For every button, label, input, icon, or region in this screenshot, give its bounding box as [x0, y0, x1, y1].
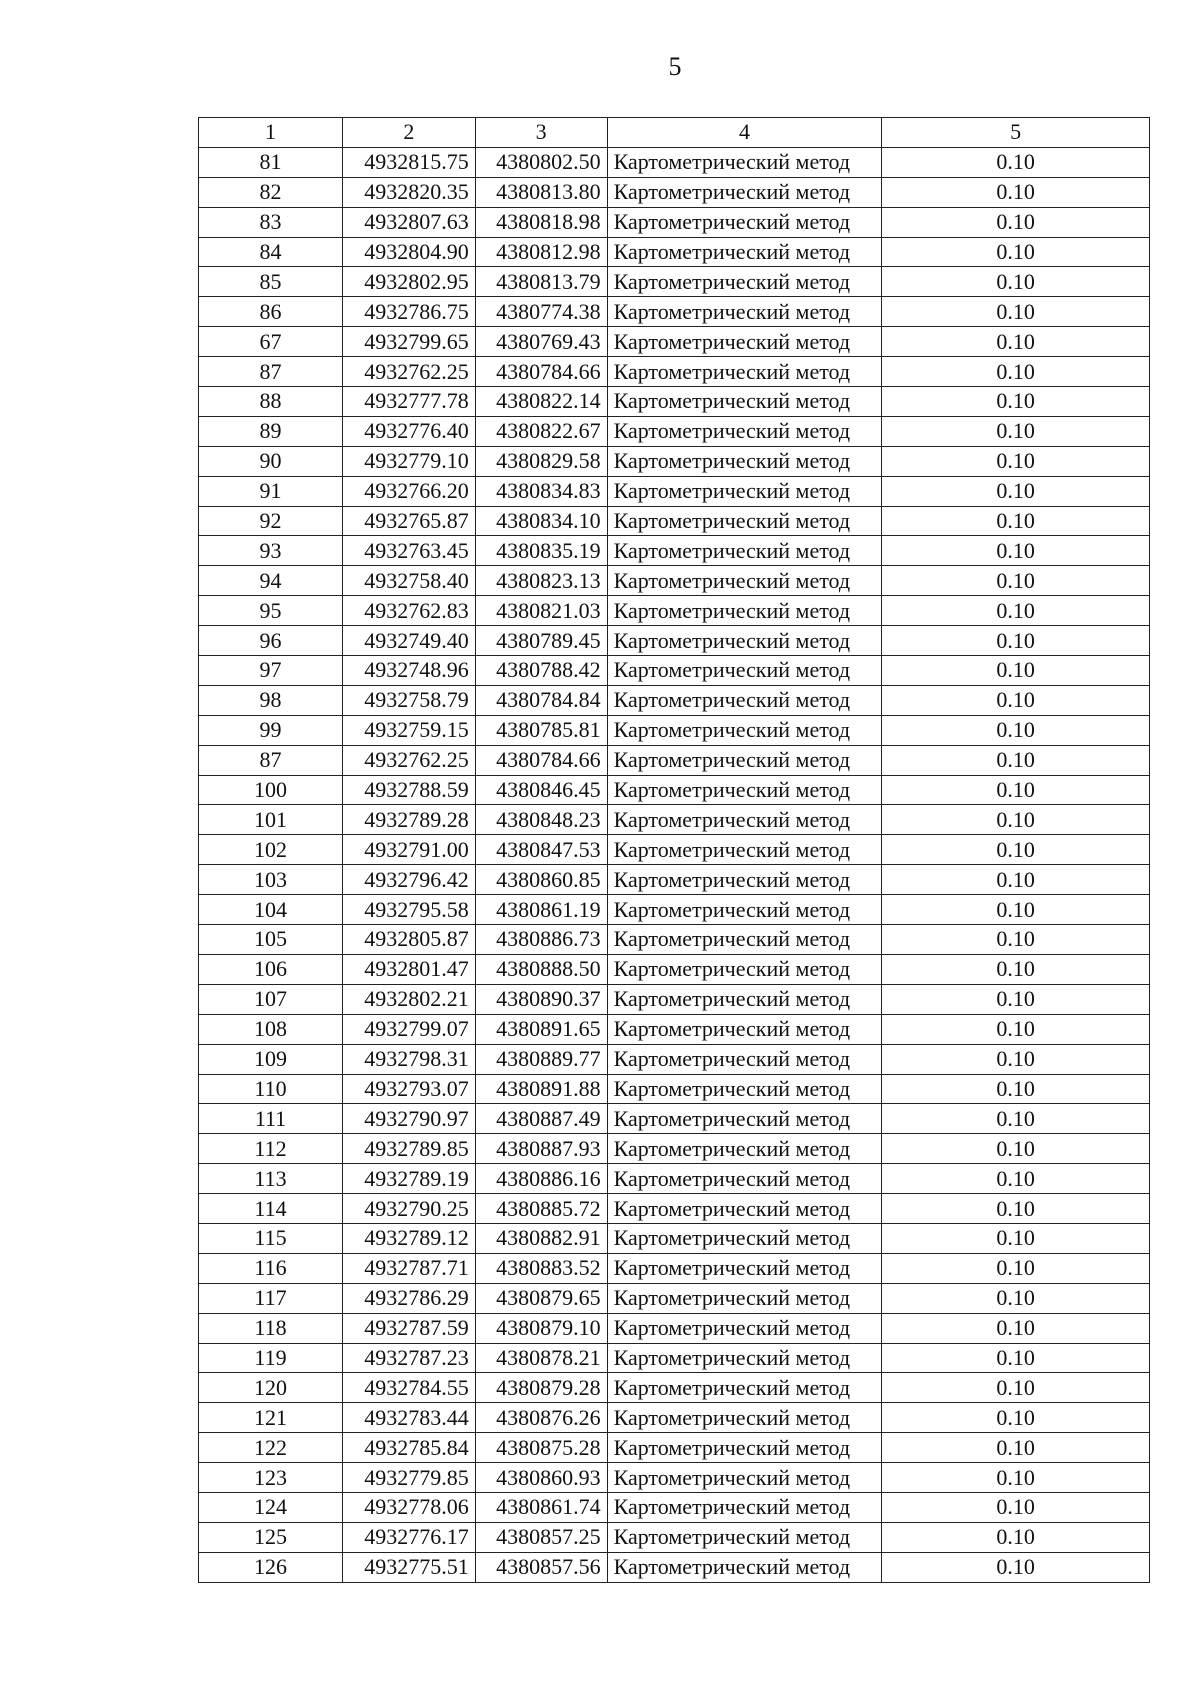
y-coordinate-cell: 4380823.13 — [475, 566, 607, 596]
x-coordinate-cell: 4932805.87 — [343, 925, 476, 955]
y-coordinate-cell: 4380878.21 — [475, 1343, 607, 1373]
point-number-cell: 121 — [199, 1403, 343, 1433]
point-number-cell: 92 — [199, 506, 343, 536]
point-number-cell: 85 — [199, 267, 343, 297]
y-coordinate-cell: 4380857.25 — [475, 1522, 607, 1552]
table-row — [199, 925, 1150, 955]
x-coordinate-cell: 4932787.59 — [343, 1313, 476, 1343]
precision-cell: 0.10 — [882, 297, 1150, 327]
method-cell: Картометрический метод — [607, 1283, 882, 1313]
y-coordinate-cell: 4380829.58 — [475, 446, 607, 476]
x-coordinate-cell: 4932787.71 — [343, 1253, 476, 1283]
method-cell: Картометрический метод — [607, 1044, 882, 1074]
x-coordinate-cell: 4932802.21 — [343, 984, 476, 1014]
method-cell: Картометрический метод — [607, 745, 882, 775]
x-coordinate-cell: 4932804.90 — [343, 237, 476, 267]
method-cell: Картометрический метод — [607, 416, 882, 446]
method-cell: Картометрический метод — [607, 476, 882, 506]
x-coordinate-cell: 4932784.55 — [343, 1373, 476, 1403]
method-cell: Картометрический метод — [607, 267, 882, 297]
method-cell: Картометрический метод — [607, 1104, 882, 1134]
table-row — [199, 446, 1150, 476]
method-cell: Картометрический метод — [607, 1492, 882, 1522]
precision-cell: 0.10 — [882, 1403, 1150, 1433]
precision-cell: 0.10 — [882, 1313, 1150, 1343]
table-row — [199, 1283, 1150, 1313]
x-coordinate-cell: 4932776.17 — [343, 1522, 476, 1552]
table-row — [199, 1433, 1150, 1463]
point-number-cell: 100 — [199, 775, 343, 805]
precision-cell: 0.10 — [882, 1492, 1150, 1522]
method-cell: Картометрический метод — [607, 925, 882, 955]
x-coordinate-cell: 4932778.06 — [343, 1492, 476, 1522]
table-row — [199, 805, 1150, 835]
x-coordinate-cell: 4932762.25 — [343, 745, 476, 775]
point-number-cell: 124 — [199, 1492, 343, 1522]
x-coordinate-cell: 4932820.35 — [343, 177, 476, 207]
precision-cell: 0.10 — [882, 596, 1150, 626]
y-coordinate-cell: 4380887.49 — [475, 1104, 607, 1134]
x-coordinate-cell: 4932793.07 — [343, 1074, 476, 1104]
y-coordinate-cell: 4380784.66 — [475, 357, 607, 387]
point-number-cell: 115 — [199, 1223, 343, 1253]
point-number-cell: 101 — [199, 805, 343, 835]
table-row — [199, 685, 1150, 715]
x-coordinate-cell: 4932789.19 — [343, 1164, 476, 1194]
table-row — [199, 596, 1150, 626]
method-cell: Картометрический метод — [607, 984, 882, 1014]
point-number-cell: 122 — [199, 1433, 343, 1463]
table-row — [199, 1164, 1150, 1194]
table-body — [199, 147, 1150, 1582]
point-number-cell: 87 — [199, 745, 343, 775]
precision-cell: 0.10 — [882, 1463, 1150, 1493]
y-coordinate-cell: 4380876.26 — [475, 1403, 607, 1433]
precision-cell: 0.10 — [882, 207, 1150, 237]
point-number-cell: 111 — [199, 1104, 343, 1134]
table-row — [199, 536, 1150, 566]
point-number-cell: 84 — [199, 237, 343, 267]
y-coordinate-cell: 4380886.73 — [475, 925, 607, 955]
x-coordinate-cell: 4932789.12 — [343, 1223, 476, 1253]
precision-cell: 0.10 — [882, 1074, 1150, 1104]
point-number-cell: 116 — [199, 1253, 343, 1283]
x-coordinate-cell: 4932776.40 — [343, 416, 476, 446]
point-number-cell: 112 — [199, 1134, 343, 1164]
precision-cell: 0.10 — [882, 1343, 1150, 1373]
point-number-cell: 90 — [199, 446, 343, 476]
table-row — [199, 1074, 1150, 1104]
y-coordinate-cell: 4380818.98 — [475, 207, 607, 237]
point-number-cell: 93 — [199, 536, 343, 566]
table-row — [199, 327, 1150, 357]
point-number-cell: 113 — [199, 1164, 343, 1194]
precision-cell: 0.10 — [882, 895, 1150, 925]
x-coordinate-cell: 4932807.63 — [343, 207, 476, 237]
precision-cell: 0.10 — [882, 1253, 1150, 1283]
method-cell: Картометрический метод — [607, 805, 882, 835]
method-cell: Картометрический метод — [607, 327, 882, 357]
point-number-cell: 94 — [199, 566, 343, 596]
y-coordinate-cell: 4380789.45 — [475, 626, 607, 656]
x-coordinate-cell: 4932790.25 — [343, 1194, 476, 1224]
table-row — [199, 357, 1150, 387]
table-row — [199, 1373, 1150, 1403]
y-coordinate-cell: 4380848.23 — [475, 805, 607, 835]
method-cell: Картометрический метод — [607, 566, 882, 596]
precision-cell: 0.10 — [882, 984, 1150, 1014]
precision-cell: 0.10 — [882, 536, 1150, 566]
x-coordinate-cell: 4932801.47 — [343, 954, 476, 984]
method-cell: Картометрический метод — [607, 1403, 882, 1433]
header-col-2: 2 — [343, 118, 476, 148]
table-row — [199, 566, 1150, 596]
precision-cell: 0.10 — [882, 1223, 1150, 1253]
y-coordinate-cell: 4380860.85 — [475, 865, 607, 895]
x-coordinate-cell: 4932799.07 — [343, 1014, 476, 1044]
precision-cell: 0.10 — [882, 1552, 1150, 1582]
precision-cell: 0.10 — [882, 656, 1150, 686]
table-row — [199, 1104, 1150, 1134]
y-coordinate-cell: 4380885.72 — [475, 1194, 607, 1224]
table-row — [199, 1522, 1150, 1552]
table-row — [199, 1492, 1150, 1522]
y-coordinate-cell: 4380887.93 — [475, 1134, 607, 1164]
method-cell: Картометрический метод — [607, 1223, 882, 1253]
table-row — [199, 1552, 1150, 1582]
y-coordinate-cell: 4380861.19 — [475, 895, 607, 925]
table-row — [199, 1463, 1150, 1493]
table-row — [199, 387, 1150, 417]
method-cell: Картометрический метод — [607, 446, 882, 476]
table-row — [199, 954, 1150, 984]
x-coordinate-cell: 4932791.00 — [343, 835, 476, 865]
x-coordinate-cell: 4932799.65 — [343, 327, 476, 357]
point-number-cell: 96 — [199, 626, 343, 656]
table-row — [199, 626, 1150, 656]
precision-cell: 0.10 — [882, 476, 1150, 506]
x-coordinate-cell: 4932777.78 — [343, 387, 476, 417]
precision-cell: 0.10 — [882, 1044, 1150, 1074]
y-coordinate-cell: 4380835.19 — [475, 536, 607, 566]
point-number-cell: 83 — [199, 207, 343, 237]
point-number-cell: 107 — [199, 984, 343, 1014]
method-cell: Картометрический метод — [607, 1433, 882, 1463]
method-cell: Картометрический метод — [607, 954, 882, 984]
x-coordinate-cell: 4932748.96 — [343, 656, 476, 686]
x-coordinate-cell: 4932766.20 — [343, 476, 476, 506]
x-coordinate-cell: 4932786.75 — [343, 297, 476, 327]
x-coordinate-cell: 4932758.40 — [343, 566, 476, 596]
method-cell: Картометрический метод — [607, 1014, 882, 1044]
y-coordinate-cell: 4380891.65 — [475, 1014, 607, 1044]
precision-cell: 0.10 — [882, 1194, 1150, 1224]
table-row — [199, 1343, 1150, 1373]
y-coordinate-cell: 4380774.38 — [475, 297, 607, 327]
header-col-5: 5 — [882, 118, 1150, 148]
point-number-cell: 88 — [199, 387, 343, 417]
y-coordinate-cell: 4380812.98 — [475, 237, 607, 267]
y-coordinate-cell: 4380886.16 — [475, 1164, 607, 1194]
method-cell: Картометрический метод — [607, 775, 882, 805]
header-col-4: 4 — [607, 118, 882, 148]
y-coordinate-cell: 4380821.03 — [475, 596, 607, 626]
method-cell: Картометрический метод — [607, 536, 882, 566]
precision-cell: 0.10 — [882, 1134, 1150, 1164]
y-coordinate-cell: 4380834.10 — [475, 506, 607, 536]
point-number-cell: 102 — [199, 835, 343, 865]
x-coordinate-cell: 4932758.79 — [343, 685, 476, 715]
precision-cell: 0.10 — [882, 715, 1150, 745]
precision-cell: 0.10 — [882, 387, 1150, 417]
table-row — [199, 984, 1150, 1014]
x-coordinate-cell: 4932788.59 — [343, 775, 476, 805]
x-coordinate-cell: 4932789.28 — [343, 805, 476, 835]
precision-cell: 0.10 — [882, 1164, 1150, 1194]
precision-cell: 0.10 — [882, 1014, 1150, 1044]
table-row — [199, 656, 1150, 686]
point-number-cell: 104 — [199, 895, 343, 925]
precision-cell: 0.10 — [882, 685, 1150, 715]
header-col-1: 1 — [199, 118, 343, 148]
table-row — [199, 1194, 1150, 1224]
y-coordinate-cell: 4380788.42 — [475, 656, 607, 686]
point-number-cell: 119 — [199, 1343, 343, 1373]
y-coordinate-cell: 4380882.91 — [475, 1223, 607, 1253]
page-number: 5 — [668, 52, 682, 81]
y-coordinate-cell: 4380802.50 — [475, 147, 607, 177]
y-coordinate-cell: 4380860.93 — [475, 1463, 607, 1493]
precision-cell: 0.10 — [882, 805, 1150, 835]
method-cell: Картометрический метод — [607, 1194, 882, 1224]
table-row — [199, 865, 1150, 895]
y-coordinate-cell: 4380857.56 — [475, 1552, 607, 1582]
y-coordinate-cell: 4380822.67 — [475, 416, 607, 446]
precision-cell: 0.10 — [882, 835, 1150, 865]
point-number-cell: 110 — [199, 1074, 343, 1104]
point-number-cell: 91 — [199, 476, 343, 506]
precision-cell: 0.10 — [882, 357, 1150, 387]
coordinates-table — [198, 117, 1150, 1583]
table-row — [199, 1313, 1150, 1343]
precision-cell: 0.10 — [882, 865, 1150, 895]
y-coordinate-cell: 4380784.84 — [475, 685, 607, 715]
table-row — [199, 895, 1150, 925]
x-coordinate-cell: 4932775.51 — [343, 1552, 476, 1582]
x-coordinate-cell: 4932759.15 — [343, 715, 476, 745]
point-number-cell: 99 — [199, 715, 343, 745]
point-number-cell: 120 — [199, 1373, 343, 1403]
method-cell: Картометрический метод — [607, 1074, 882, 1104]
precision-cell: 0.10 — [882, 446, 1150, 476]
precision-cell: 0.10 — [882, 1433, 1150, 1463]
precision-cell: 0.10 — [882, 954, 1150, 984]
table-row — [199, 745, 1150, 775]
precision-cell: 0.10 — [882, 177, 1150, 207]
y-coordinate-cell: 4380889.77 — [475, 1044, 607, 1074]
y-coordinate-cell: 4380784.66 — [475, 745, 607, 775]
method-cell: Картометрический метод — [607, 895, 882, 925]
x-coordinate-cell: 4932762.83 — [343, 596, 476, 626]
y-coordinate-cell: 4380813.79 — [475, 267, 607, 297]
y-coordinate-cell: 4380822.14 — [475, 387, 607, 417]
point-number-cell: 95 — [199, 596, 343, 626]
table-row — [199, 1014, 1150, 1044]
method-cell: Картометрический метод — [607, 1134, 882, 1164]
precision-cell: 0.10 — [882, 267, 1150, 297]
precision-cell: 0.10 — [882, 925, 1150, 955]
method-cell: Картометрический метод — [607, 656, 882, 686]
point-number-cell: 87 — [199, 357, 343, 387]
point-number-cell: 82 — [199, 177, 343, 207]
point-number-cell: 118 — [199, 1313, 343, 1343]
table-row — [199, 1253, 1150, 1283]
y-coordinate-cell: 4380769.43 — [475, 327, 607, 357]
x-coordinate-cell: 4932779.85 — [343, 1463, 476, 1493]
y-coordinate-cell: 4380888.50 — [475, 954, 607, 984]
y-coordinate-cell: 4380847.53 — [475, 835, 607, 865]
table-row — [199, 237, 1150, 267]
x-coordinate-cell: 4932795.58 — [343, 895, 476, 925]
y-coordinate-cell: 4380891.88 — [475, 1074, 607, 1104]
method-cell: Картометрический метод — [607, 297, 882, 327]
table-row — [199, 297, 1150, 327]
y-coordinate-cell: 4380861.74 — [475, 1492, 607, 1522]
method-cell: Картометрический метод — [607, 1313, 882, 1343]
method-cell: Картометрический метод — [607, 596, 882, 626]
x-coordinate-cell: 4932787.23 — [343, 1343, 476, 1373]
table-row — [199, 147, 1150, 177]
y-coordinate-cell: 4380879.65 — [475, 1283, 607, 1313]
method-cell: Картометрический метод — [607, 207, 882, 237]
x-coordinate-cell: 4932783.44 — [343, 1403, 476, 1433]
x-coordinate-cell: 4932765.87 — [343, 506, 476, 536]
method-cell: Картометрический метод — [607, 865, 882, 895]
x-coordinate-cell: 4932785.84 — [343, 1433, 476, 1463]
header-row — [199, 118, 1150, 148]
precision-cell: 0.10 — [882, 566, 1150, 596]
point-number-cell: 108 — [199, 1014, 343, 1044]
y-coordinate-cell: 4380883.52 — [475, 1253, 607, 1283]
precision-cell: 0.10 — [882, 237, 1150, 267]
precision-cell: 0.10 — [882, 1104, 1150, 1134]
point-number-cell: 125 — [199, 1522, 343, 1552]
y-coordinate-cell: 4380879.28 — [475, 1373, 607, 1403]
x-coordinate-cell: 4932762.25 — [343, 357, 476, 387]
method-cell: Картометрический метод — [607, 1253, 882, 1283]
precision-cell: 0.10 — [882, 416, 1150, 446]
x-coordinate-cell: 4932779.10 — [343, 446, 476, 476]
table-row — [199, 775, 1150, 805]
x-coordinate-cell: 4932749.40 — [343, 626, 476, 656]
x-coordinate-cell: 4932789.85 — [343, 1134, 476, 1164]
method-cell: Картометрический метод — [607, 357, 882, 387]
y-coordinate-cell: 4380890.37 — [475, 984, 607, 1014]
point-number-cell: 81 — [199, 147, 343, 177]
precision-cell: 0.10 — [882, 626, 1150, 656]
point-number-cell: 86 — [199, 297, 343, 327]
method-cell: Картометрический метод — [607, 1522, 882, 1552]
point-number-cell: 123 — [199, 1463, 343, 1493]
header-col-3: 3 — [475, 118, 607, 148]
table-row — [199, 1403, 1150, 1433]
table-row — [199, 506, 1150, 536]
method-cell: Картометрический метод — [607, 835, 882, 865]
y-coordinate-cell: 4380785.81 — [475, 715, 607, 745]
method-cell: Картометрический метод — [607, 626, 882, 656]
method-cell: Картометрический метод — [607, 1373, 882, 1403]
precision-cell: 0.10 — [882, 1373, 1150, 1403]
table-row — [199, 1044, 1150, 1074]
precision-cell: 0.10 — [882, 147, 1150, 177]
precision-cell: 0.10 — [882, 1283, 1150, 1313]
precision-cell: 0.10 — [882, 327, 1150, 357]
method-cell: Картометрический метод — [607, 1463, 882, 1493]
point-number-cell: 103 — [199, 865, 343, 895]
point-number-cell: 117 — [199, 1283, 343, 1313]
x-coordinate-cell: 4932790.97 — [343, 1104, 476, 1134]
point-number-cell: 98 — [199, 685, 343, 715]
point-number-cell: 105 — [199, 925, 343, 955]
method-cell: Картометрический метод — [607, 506, 882, 536]
table-row — [199, 715, 1150, 745]
table-row — [199, 476, 1150, 506]
point-number-cell: 109 — [199, 1044, 343, 1074]
y-coordinate-cell: 4380846.45 — [475, 775, 607, 805]
precision-cell: 0.10 — [882, 1522, 1150, 1552]
point-number-cell: 97 — [199, 656, 343, 686]
method-cell: Картометрический метод — [607, 387, 882, 417]
method-cell: Картометрический метод — [607, 685, 882, 715]
method-cell: Картометрический метод — [607, 237, 882, 267]
x-coordinate-cell: 4932796.42 — [343, 865, 476, 895]
table-row — [199, 267, 1150, 297]
table-row — [199, 207, 1150, 237]
method-cell: Картометрический метод — [607, 1552, 882, 1582]
x-coordinate-cell: 4932763.45 — [343, 536, 476, 566]
y-coordinate-cell: 4380879.10 — [475, 1313, 607, 1343]
table-row — [199, 835, 1150, 865]
method-cell: Картометрический метод — [607, 147, 882, 177]
point-number-cell: 106 — [199, 954, 343, 984]
table-row — [199, 1134, 1150, 1164]
table-header — [199, 118, 1150, 148]
x-coordinate-cell: 4932802.95 — [343, 267, 476, 297]
x-coordinate-cell: 4932786.29 — [343, 1283, 476, 1313]
x-coordinate-cell: 4932815.75 — [343, 147, 476, 177]
precision-cell: 0.10 — [882, 506, 1150, 536]
y-coordinate-cell: 4380875.28 — [475, 1433, 607, 1463]
y-coordinate-cell: 4380834.83 — [475, 476, 607, 506]
y-coordinate-cell: 4380813.80 — [475, 177, 607, 207]
table-row — [199, 177, 1150, 207]
point-number-cell: 114 — [199, 1194, 343, 1224]
method-cell: Картометрический метод — [607, 1343, 882, 1373]
precision-cell: 0.10 — [882, 745, 1150, 775]
point-number-cell: 126 — [199, 1552, 343, 1582]
precision-cell: 0.10 — [882, 775, 1150, 805]
method-cell: Картометрический метод — [607, 715, 882, 745]
x-coordinate-cell: 4932798.31 — [343, 1044, 476, 1074]
method-cell: Картометрический метод — [607, 1164, 882, 1194]
point-number-cell: 89 — [199, 416, 343, 446]
method-cell: Картометрический метод — [607, 177, 882, 207]
point-number-cell: 67 — [199, 327, 343, 357]
table-row — [199, 416, 1150, 446]
table-row — [199, 1223, 1150, 1253]
